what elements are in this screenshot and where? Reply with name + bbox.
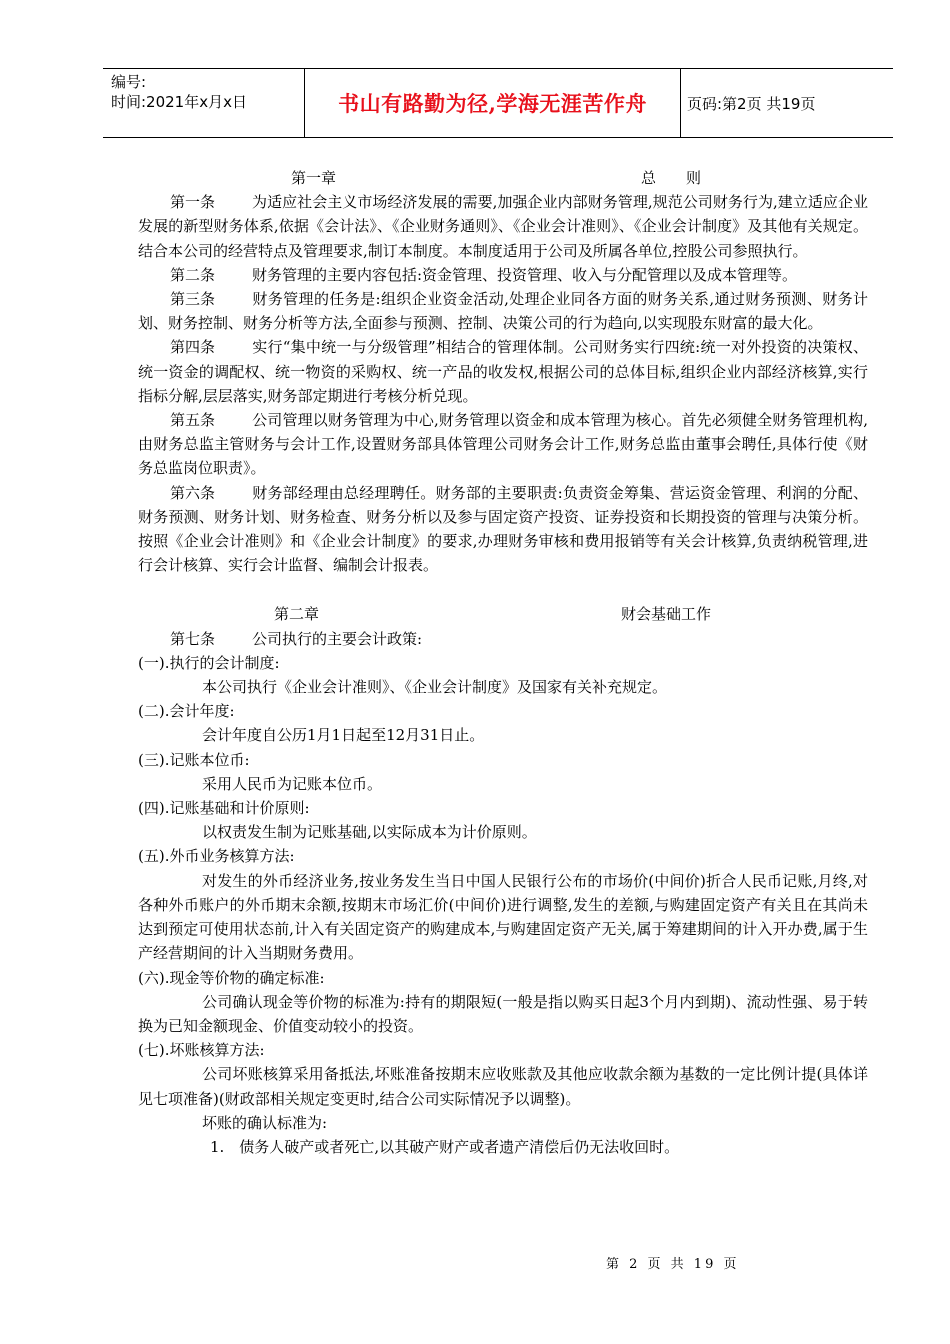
header-table — [103, 68, 893, 138]
article-label: 第二条 — [170, 265, 216, 284]
article-text: 实行“集中统一与分级管理”相结合的管理体制。公司财务实行四统:统一对外投资的决策权、统一资金的调配权、统一物资的采购权、统一产品的收发权,根据公司的总体目标,组织企业内部经济核算,实行指标分解,层层落实,财务部定期进行考核分析兑现。 — [138, 338, 868, 405]
section-heading: (三).记账本位币: — [138, 750, 250, 769]
article-text: 财务部经理由总经理聘任。财务部的主要职责:负责资金筹集、营运资金管理、利润的分配、财务预测、财务计划、财务检查、财务分析以及参与固定资产投资、证券投资和长期投资的管理与决策分析。按照《企业会计准则》和《企业会计制度》的要求,办理财务审核和费用报销等有关会计核算,负责纳税管理,进行会计核算、实行会计监督、编制会计报表。 — [138, 483, 868, 575]
time-label: 时间:2021年x月x日 — [111, 93, 247, 111]
section-heading: (四).记账基础和计价原则: — [138, 799, 310, 818]
chapter-2-heading — [138, 602, 868, 626]
header-page-code: 页码:第2页 共19页 — [687, 94, 816, 113]
bad-debt-criteria-label: 坏账的确认标准为: — [202, 1113, 328, 1132]
section-body: 公司确认现金等价物的标准为:持有的期限短(一般是指以购买日起3个月内到期)、流动性强、易于转换为已知金额现金、价值变动较小的投资。 — [138, 992, 868, 1035]
section-heading: (六).现金等价物的确定标准: — [138, 968, 325, 987]
section-body: 对发生的外币经济业务,按业务发生当日中国人民银行公布的市场价(中间价)折合人民币记账,月终,对各种外币账户的外币期末余额,按期末市场汇价(中间价)进行调整,发生的差额,与购建固定资产有关且在其尚未达到预定可使用状态前,计入有关固定资产的购建成本,与购建固定资产无关,属于筹建期间的计入开办费,属于生产经营期间的计入当期财务费用。 — [138, 871, 868, 963]
article-text: 为适应社会主义市场经济发展的需要,加强企业内部财务管理,规范公司财务行为,建立适应企业发展的新型财务体系,依据《会计法》、《企业财务通则》、《企业会计准则》、《企业会计制度》及其他有关规定。结合本公司的经营特点及管理要求,制订本制度。本制度适用于公司及所属各单位,控股公司参照执行。 — [138, 193, 868, 260]
article-3 — [138, 287, 868, 335]
article-text: 公司管理以财务管理为中心,财务管理以资金和成本管理为核心。首先必须健全财务管理机构,由财务总监主管财务与会计工作,设置财务部具体管理公司财务会计工作,财务总监由董事会聘任,具体行使《财务总监岗位职责》。 — [138, 411, 868, 478]
article-label: 第五条 — [170, 411, 216, 430]
section-heading: (二).会计年度: — [138, 702, 235, 721]
article-text: 公司执行的主要会计政策: — [252, 629, 423, 648]
section-heading: (五).外币业务核算方法: — [138, 847, 295, 866]
article-2 — [138, 263, 868, 287]
article-6 — [138, 481, 868, 578]
chapter-2-title: 财会基础工作 — [621, 605, 712, 624]
chapter-2-number: 第二章 — [274, 605, 320, 624]
article-label: 第六条 — [170, 483, 216, 502]
section-body: 公司坏账核算采用备抵法,坏账准备按期末应收账款及其他应收款余额为基数的一定比例计提(具体详见七项准备)(财政部相关规定变更时,结合公司实际情况予以调整)。 — [138, 1065, 868, 1108]
article-label: 第一条 — [170, 193, 216, 212]
article-7 — [138, 627, 868, 651]
section-body: 采用人民币为记账本位币。 — [202, 774, 383, 793]
chapter-1-heading — [138, 166, 868, 190]
chapter-1-title: 总 则 — [641, 169, 702, 187]
document-body — [138, 166, 868, 1159]
section-body: 会计年度自公历1月1日起至12月31日止。 — [202, 726, 485, 745]
article-text: 财务管理的任务是:组织企业资金活动,处理企业同各方面的财务关系,通过财务预测、财务计划、财务控制、财务分析等方法,全面参与预测、控制、决策公司的行为趋向,以实现股东财富的最大化。 — [138, 290, 868, 333]
chapter-1-number: 第一章 — [291, 169, 337, 187]
article-label: 第七条 — [170, 629, 216, 648]
article-label: 第四条 — [170, 338, 216, 357]
section-heading: (一).执行的会计制度: — [138, 653, 280, 672]
header-left-cell — [103, 69, 305, 137]
article-4 — [138, 335, 868, 408]
bad-debt-item-1: 1. 债务人破产或者死亡,以其破产财产或者遗产清偿后仍无法收回时。 — [210, 1137, 680, 1156]
section-heading: (七).坏账核算方法: — [138, 1041, 265, 1060]
article-text: 财务管理的主要内容包括:资金管理、投资管理、收入与分配管理以及成本管理等。 — [252, 265, 798, 284]
article-label: 第三条 — [170, 290, 216, 309]
article-1 — [138, 190, 868, 263]
article-5 — [138, 408, 868, 481]
section-body: 以权责发生制为记账基础,以实际成本为计价原则。 — [202, 823, 537, 842]
section-body: 本公司执行《企业会计准则》、《企业会计制度》及国家有关补充规定。 — [202, 678, 668, 697]
header-motto: 书山有路勤为径,学海无涯苦作舟 — [305, 69, 681, 137]
page-footer: 第 2 页 共 19 页 — [606, 1257, 740, 1272]
number-label: 编号: — [111, 73, 147, 91]
